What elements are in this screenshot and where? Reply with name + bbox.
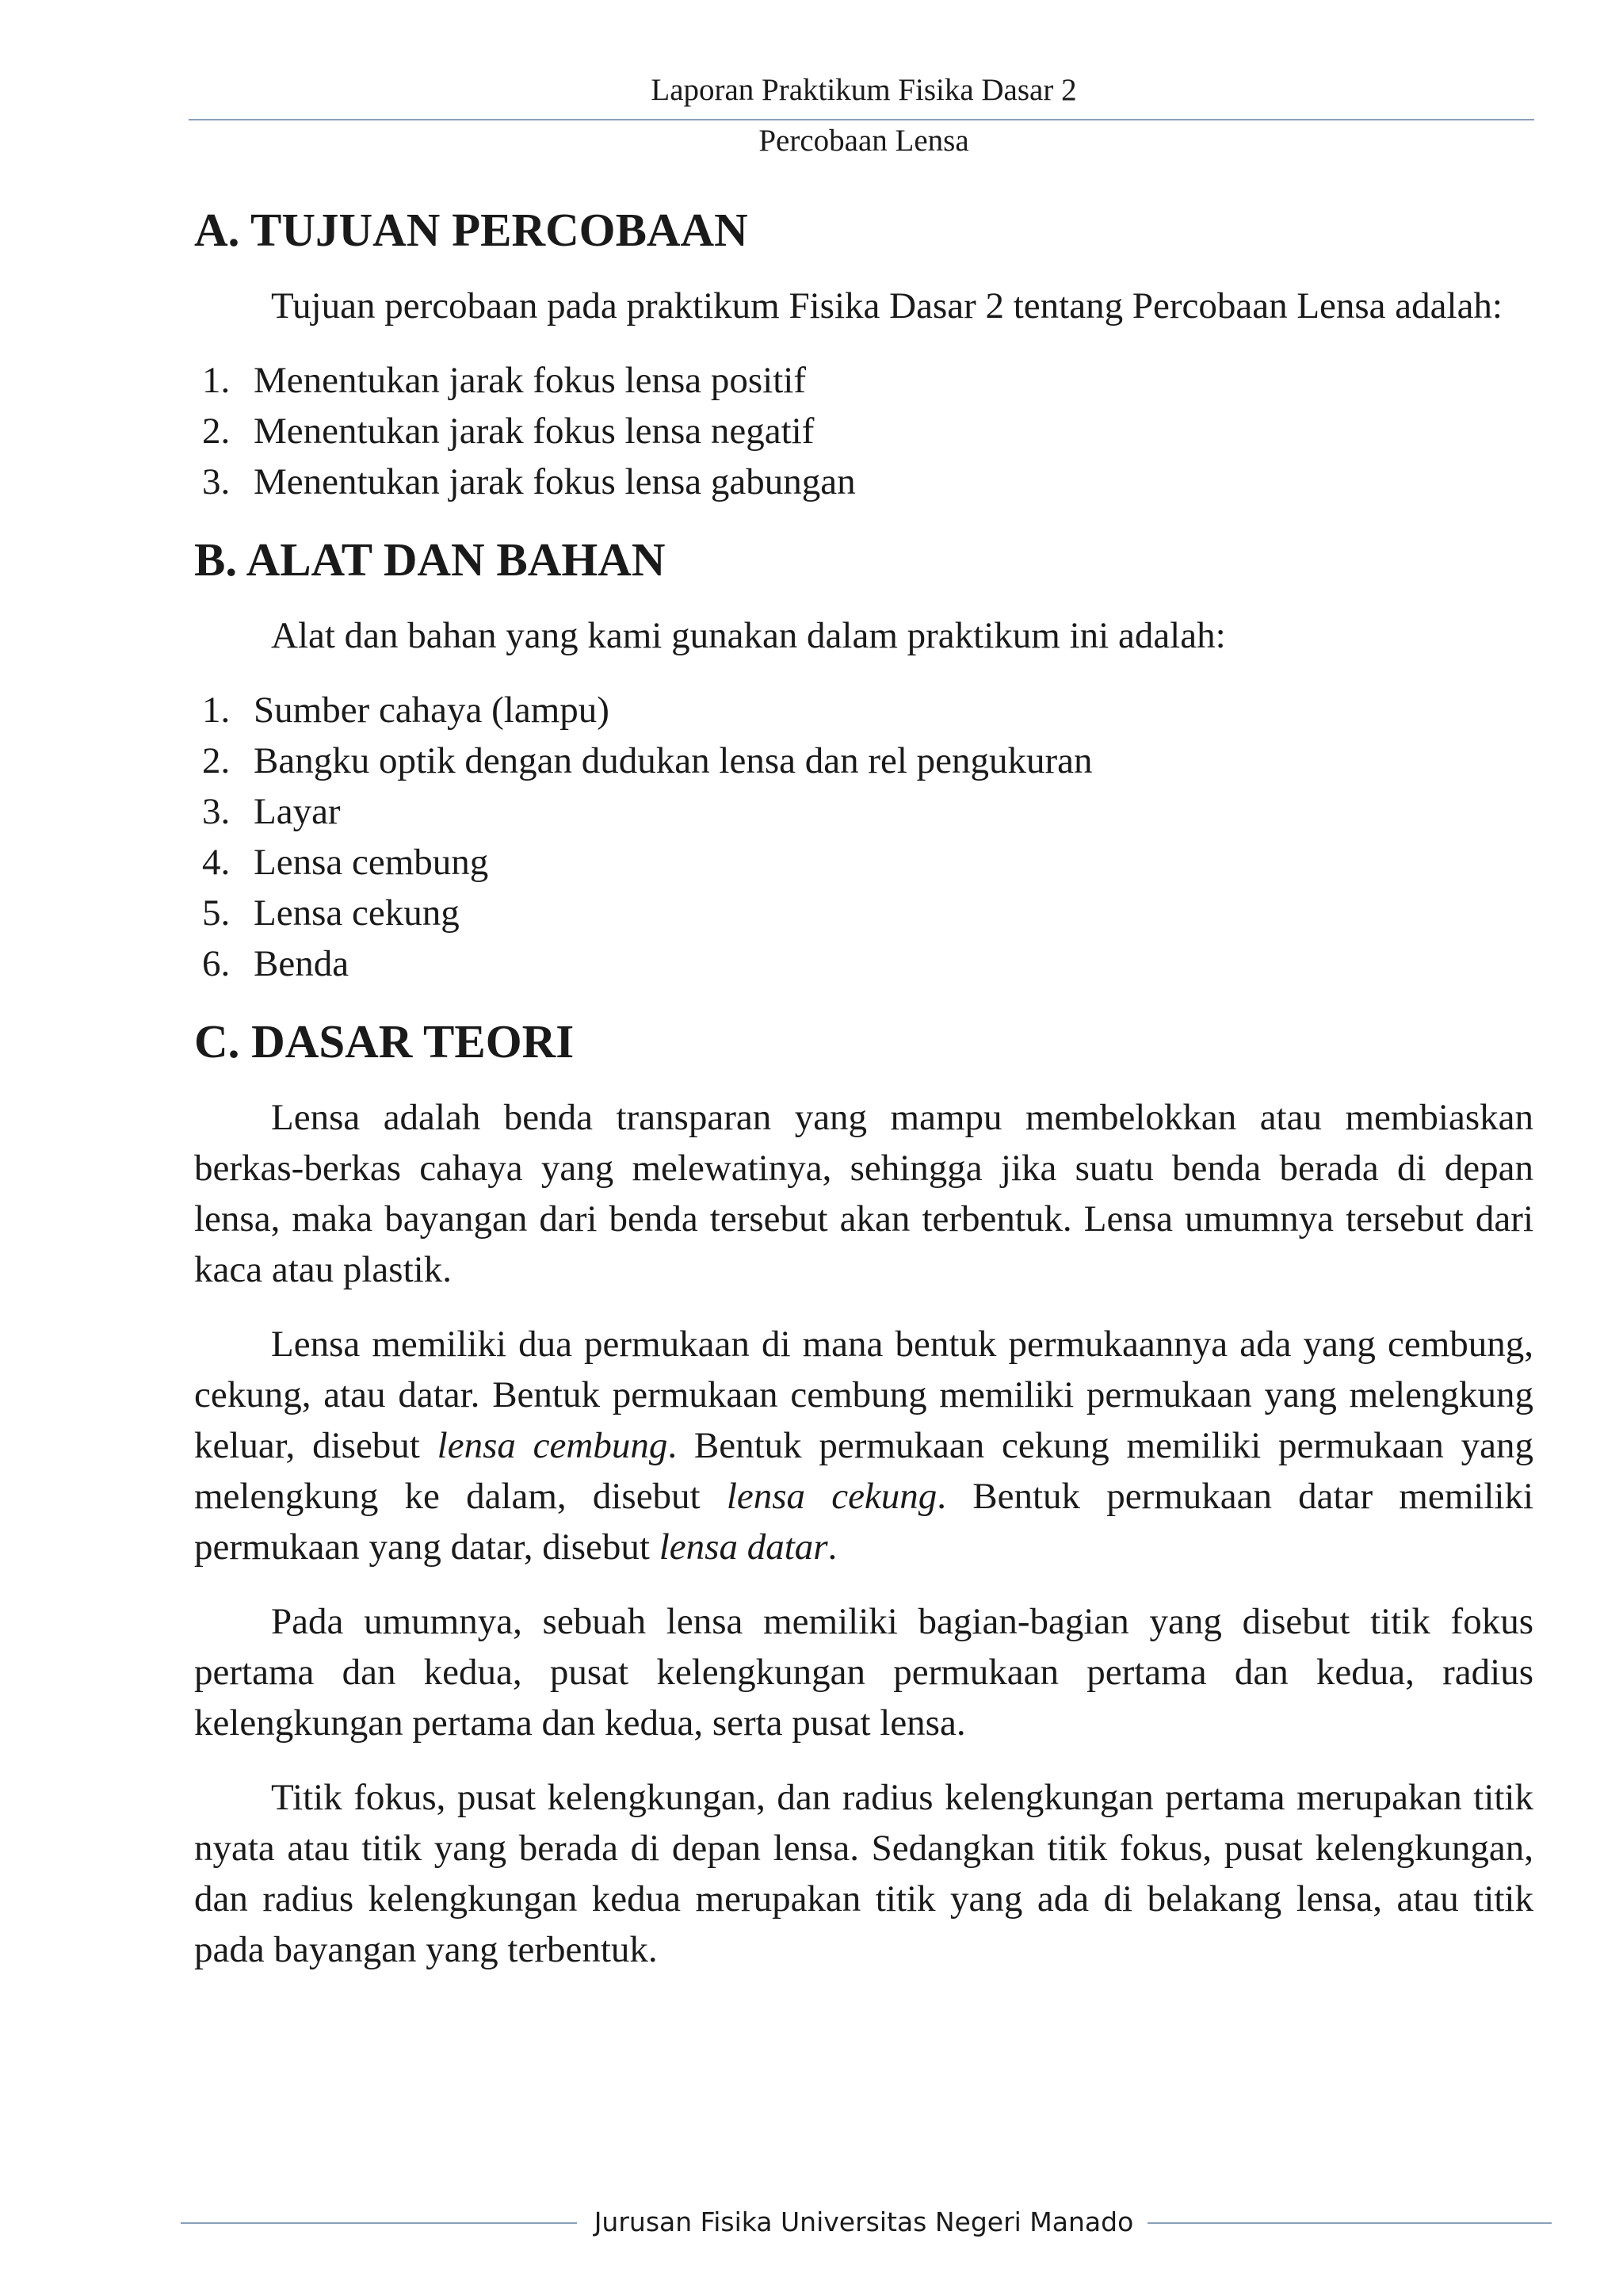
list-item xyxy=(194,355,1533,406)
list-number: 4. xyxy=(202,842,231,883)
list-number: 3. xyxy=(202,461,231,502)
section-a-intro: Tujuan percobaan pada praktikum Fisika Dasar 2 tentang Percobaan Lensa adalah: xyxy=(271,285,1503,327)
section-b-intro: Alat dan bahan yang kami gunakan dalam praktikum ini adalah: xyxy=(271,615,1226,656)
list-text: Layar xyxy=(254,791,341,832)
list-item xyxy=(194,786,1533,837)
list-text: Menentukan jarak fokus lensa negatif xyxy=(254,411,815,452)
list-number: 1. xyxy=(202,690,231,731)
italic-term: lensa cembung xyxy=(437,1425,668,1466)
section-c-paragraph-4: Titik fokus, pusat kelengkungan, dan radius kelengkungan pertama merupakan titik nyata atau titik yang berada di depan lensa. Sedangkan titik fokus, pusat kelengkungan, dan radius kelengkungan kedua merupakan titik yang ada di belakang lensa, atau titik pada bayangan yang terbentuk. xyxy=(194,1777,1533,1970)
list-text: Menentukan jarak fokus lensa positif xyxy=(254,360,806,401)
footer-divider-right xyxy=(1148,2222,1552,2224)
list-text: Lensa cembung xyxy=(254,842,489,883)
list-text: Menentukan jarak fokus lensa gabungan xyxy=(254,461,856,502)
list-text: Benda xyxy=(254,943,349,984)
paragraph-text: . xyxy=(827,1526,838,1568)
header-divider xyxy=(189,119,1534,120)
section-c-paragraph-2 xyxy=(194,1319,1533,1572)
list-text: Sumber cahaya (lampu) xyxy=(254,690,609,731)
italic-term: lensa datar xyxy=(659,1526,828,1568)
list-number: 3. xyxy=(202,791,231,832)
running-header-title: Laporan Praktikum Fisika Dasar 2 xyxy=(651,73,1077,107)
list-item xyxy=(194,938,1533,989)
section-c-heading: C. DASAR TEORI xyxy=(194,1015,575,1068)
list-number: 1. xyxy=(202,360,231,401)
document-body xyxy=(194,198,1533,1975)
footer-divider-left xyxy=(181,2222,577,2224)
section-c-paragraph-1: Lensa adalah benda transparan yang mampu membelokkan atau membiaskan berkas-berkas cahaya yang melewatinya, sehingga jika suatu benda berada di depan lensa, maka bayangan dari benda tersebut akan terbentuk. Lensa umumnya tersebut dari kaca atau plastik. xyxy=(194,1097,1533,1290)
paragraph-text: Lensa memiliki dua permukaan di mana bentuk permukaannya ada yang cembung, cekung, atau datar. Bentuk permukaan cembung memiliki permukaan yang melengkung keluar, disebut xyxy=(194,1324,1533,1466)
list-text: Lensa cekung xyxy=(254,892,460,934)
italic-term: lensa cekung xyxy=(726,1476,938,1517)
section-b-heading: B. ALAT DAN BAHAN xyxy=(194,533,666,586)
list-number: 2. xyxy=(202,411,231,452)
list-item xyxy=(194,406,1533,457)
paragraph-text: . Bentuk permukaan cekung memiliki permukaan yang melengkung ke dalam, disebut xyxy=(194,1425,1533,1517)
list-number: 5. xyxy=(202,892,231,934)
paragraph-text: . Bentuk permukaan datar memiliki permukaan yang datar, disebut xyxy=(194,1476,1533,1568)
footer-text: Jurusan Fisika Universitas Negeri Manado xyxy=(594,2206,1134,2237)
list-item xyxy=(194,457,1533,507)
list-number: 6. xyxy=(202,943,231,984)
list-item xyxy=(194,735,1533,786)
list-number: 2. xyxy=(202,740,231,781)
section-b-list xyxy=(194,685,1533,989)
section-c-paragraph-3: Pada umumnya, sebuah lensa memiliki bagian-bagian yang disebut titik fokus pertama dan kedua, pusat kelengkungan permukaan pertama dan kedua, radius kelengkungan pertama dan kedua, serta pusat lensa. xyxy=(194,1601,1533,1744)
section-a-list xyxy=(194,355,1533,507)
list-item xyxy=(194,837,1533,888)
list-item xyxy=(194,685,1533,735)
running-header-subtitle: Percobaan Lensa xyxy=(758,124,969,158)
page-footer xyxy=(0,2200,1623,2240)
section-a-heading: A. TUJUAN PERCOBAAN xyxy=(194,204,748,256)
list-text: Bangku optik dengan dudukan lensa dan rel pengukuran xyxy=(254,740,1093,781)
list-item xyxy=(194,888,1533,938)
